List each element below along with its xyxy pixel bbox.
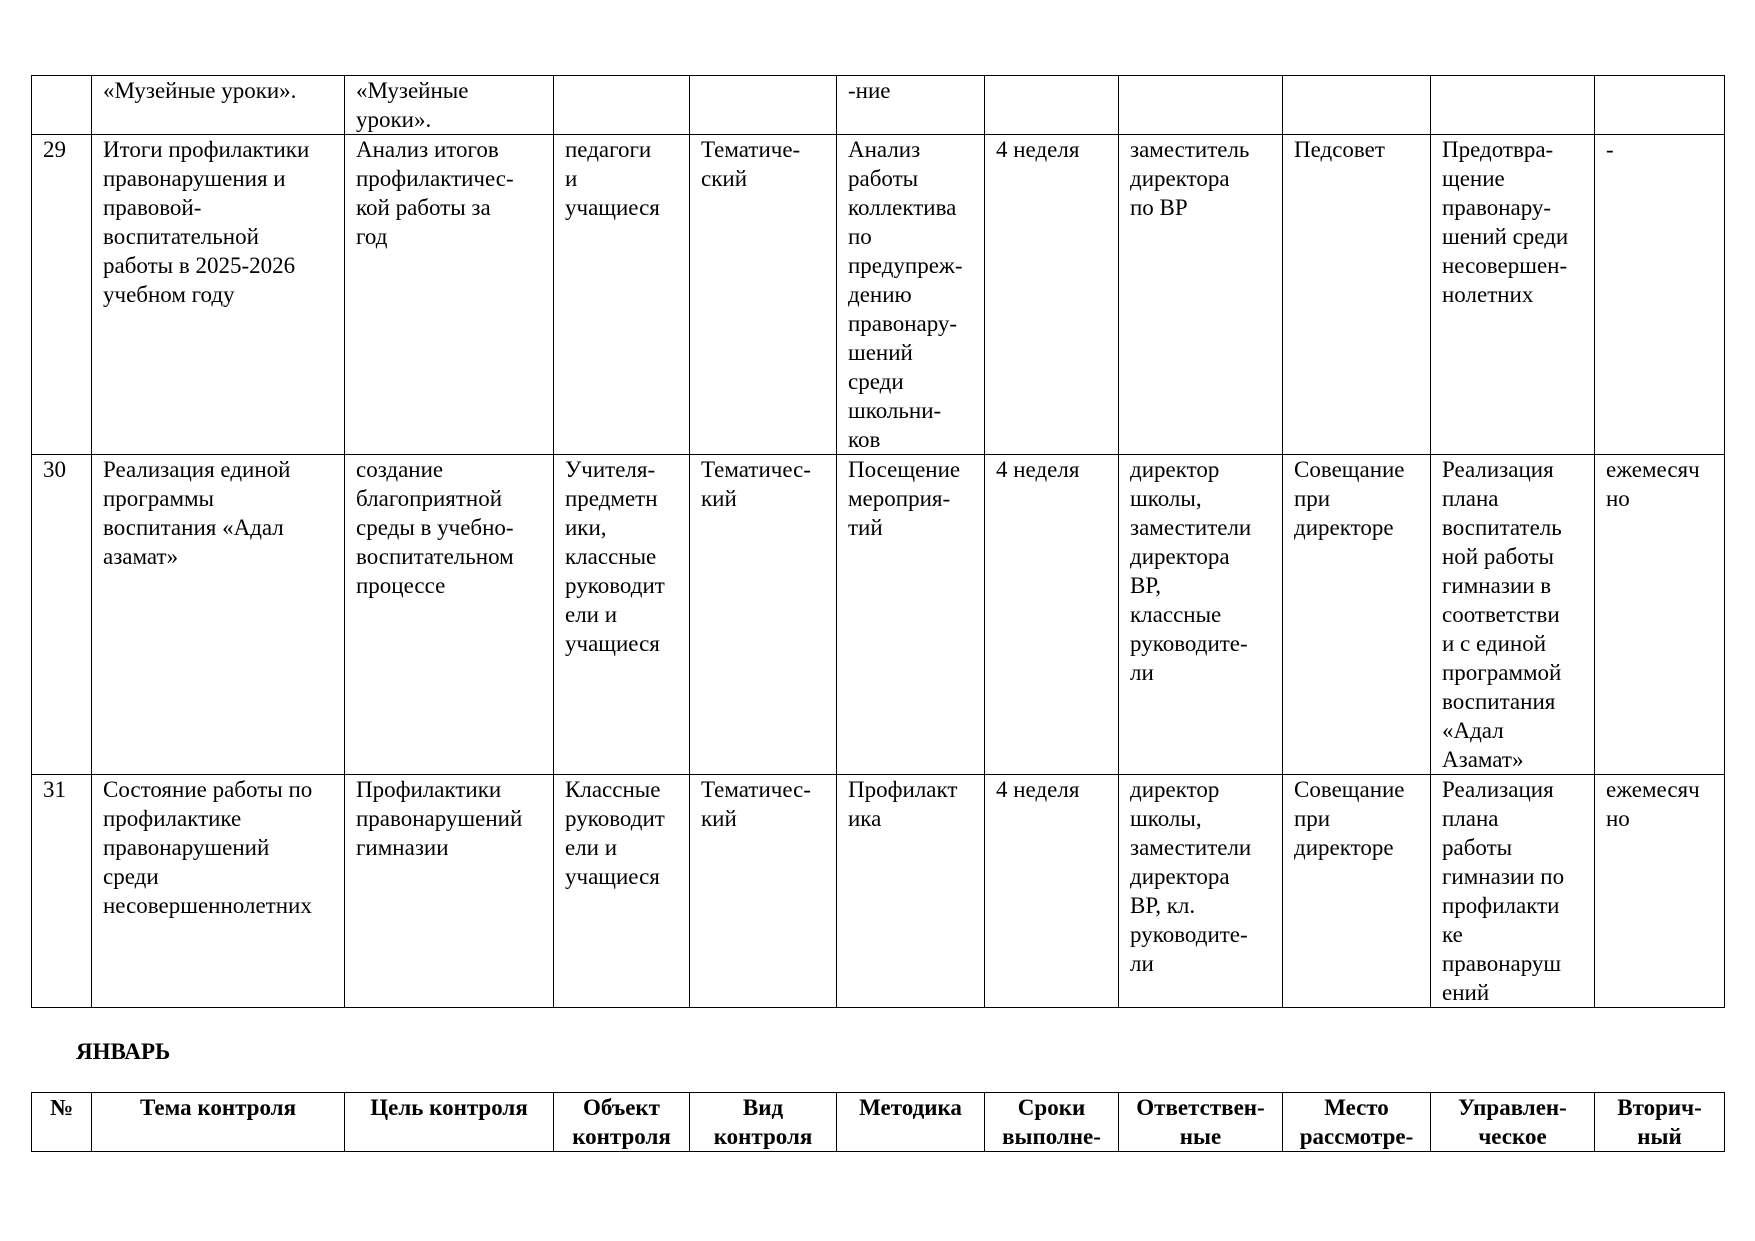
cell-place: [1283, 76, 1431, 135]
cell-responsible: заместитель директора по ВР: [1119, 135, 1283, 455]
cell-type: Тематиче- ский: [690, 135, 837, 455]
cell-deadline: 4 неделя: [985, 455, 1119, 775]
cell-topic: «Музейные уроки».: [92, 76, 345, 135]
header-type: Вид контроля: [690, 1093, 837, 1152]
header-deadline: Сроки выполне-: [985, 1093, 1119, 1152]
cell-method: Профилакт ика: [837, 775, 985, 1008]
table-row: [32, 135, 1725, 455]
control-plan-table: [31, 75, 1725, 1008]
cell-decision: Предотвра- щение правонару- шений среди несовершен- нолетних: [1431, 135, 1595, 455]
cell-decision: Реализация плана работы гимназии по профилакти ке правонаруш ений: [1431, 775, 1595, 1008]
cell-secondary: ежемесяч но: [1595, 455, 1725, 775]
cell-method: Анализ работы коллектива по предупреж- дению правонару- шений среди школьни- ков: [837, 135, 985, 455]
january-control-table: [31, 1092, 1725, 1152]
cell-place: Совещание при директоре: [1283, 775, 1431, 1008]
cell-goal: «Музейные уроки».: [345, 76, 554, 135]
cell-goal: создание благоприятной среды в учебно- воспитательном процессе: [345, 455, 554, 775]
cell-type: Тематичес- кий: [690, 775, 837, 1008]
cell-topic: Состояние работы по профилактике правонарушений среди несовершеннолетних: [92, 775, 345, 1008]
cell-object: педагоги и учащиеся: [554, 135, 690, 455]
header-secondary: Вторич- ный: [1595, 1093, 1725, 1152]
cell-place: Педсовет: [1283, 135, 1431, 455]
cell-method: -ние: [837, 76, 985, 135]
cell-responsible: директор школы, заместители директора ВР, кл. руководите- ли: [1119, 775, 1283, 1008]
header-responsible: Ответствен- ные: [1119, 1093, 1283, 1152]
cell-topic: Реализация единой программы воспитания «Адал азамат»: [92, 455, 345, 775]
cell-decision: Реализация плана воспитатель ной работы гимназии в соответстви и с единой программой воспитания «Адал Азамат»: [1431, 455, 1595, 775]
cell-deadline: 4 неделя: [985, 135, 1119, 455]
header-decision: Управлен- ческое: [1431, 1093, 1595, 1152]
cell-num: [32, 76, 92, 135]
table-header-row: [32, 1093, 1725, 1152]
cell-goal: Профилактики правонарушений гимназии: [345, 775, 554, 1008]
cell-deadline: [985, 76, 1119, 135]
cell-object: Учителя- предметн ики, классные руководит ели и учащиеся: [554, 455, 690, 775]
cell-num: 30: [32, 455, 92, 775]
cell-object: [554, 76, 690, 135]
cell-object: Классные руководит ели и учащиеся: [554, 775, 690, 1008]
cell-topic: Итоги профилактики правонарушения и правовой- воспитательной работы в 2025-2026 учебном году: [92, 135, 345, 455]
cell-responsible: [1119, 76, 1283, 135]
table-row: [32, 455, 1725, 775]
cell-place: Совещание при директоре: [1283, 455, 1431, 775]
cell-decision: [1431, 76, 1595, 135]
cell-secondary: [1595, 76, 1725, 135]
header-place: Место рассмотре-: [1283, 1093, 1431, 1152]
cell-num: 31: [32, 775, 92, 1008]
header-num: №: [32, 1093, 92, 1152]
cell-type: [690, 76, 837, 135]
table-row-continued: [32, 76, 1725, 135]
cell-goal: Анализ итогов профилактичес- кой работы за год: [345, 135, 554, 455]
cell-deadline: 4 неделя: [985, 775, 1119, 1008]
cell-method: Посещение мероприя- тий: [837, 455, 985, 775]
header-topic: Тема контроля: [92, 1093, 345, 1152]
header-goal: Цель контроля: [345, 1093, 554, 1152]
header-object: Объект контроля: [554, 1093, 690, 1152]
section-title-january: ЯНВАРЬ: [76, 1039, 171, 1064]
cell-type: Тематичес- кий: [690, 455, 837, 775]
table-row: [32, 775, 1725, 1008]
header-method: Методика: [837, 1093, 985, 1152]
cell-secondary: ежемесяч но: [1595, 775, 1725, 1008]
cell-secondary: -: [1595, 135, 1725, 455]
cell-num: 29: [32, 135, 92, 455]
cell-responsible: директор школы, заместители директора ВР, классные руководите- ли: [1119, 455, 1283, 775]
